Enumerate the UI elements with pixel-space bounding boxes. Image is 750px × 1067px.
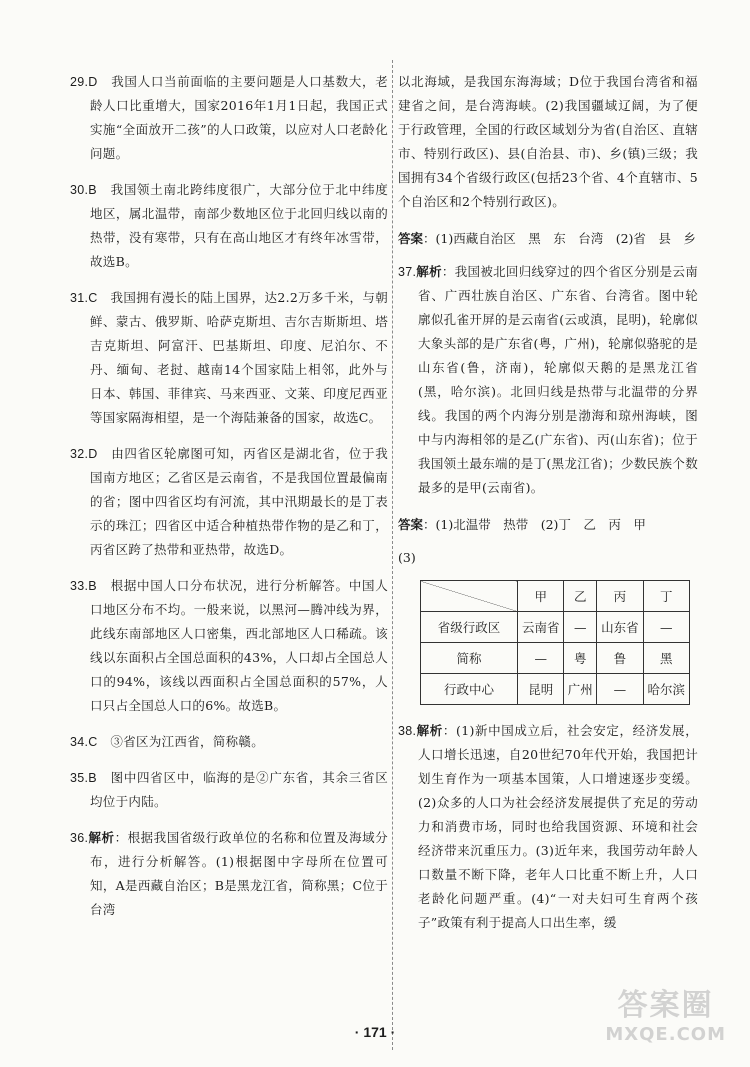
- left-column: [70, 70, 388, 934]
- table-header-cell: 丙: [597, 581, 643, 612]
- table-cell: 昆明: [518, 674, 564, 705]
- table-row-label: 省级行政区: [421, 612, 518, 643]
- watermark-title: 答案圈: [617, 988, 714, 1023]
- question-33: 33.B 根据中国人口分布状况，进行分析解答。中国人口地区分布不均。一般来说，以黑河—腾冲线为界，此线东南部地区人口密集，西北部地区人口稀疏。该线以东面积占全国总面积的43%，人口却占全国总人口的94%，该线以西面积占全国总面积的57%，人口只占全国总人口的6%。故选B。: [70, 578, 388, 713]
- question-31: 31.C 我国拥有漫长的陆上国界，达2.2万多千米，与朝鲜、蒙古、俄罗斯、哈萨克斯坦、吉尔吉斯斯坦、塔吉克斯坦、阿富汗、巴基斯坦、印度、尼泊尔、不丹、缅甸、老挝、越南14个国家陆上相邻，此外与日本、韩国、菲律宾、马来西亚、文莱、印度尼西亚等国家隔海相望，是一个海陆兼备的国家，故选C。: [70, 290, 388, 425]
- question-34: 34.C ③省区为江西省，简称赣。: [70, 734, 265, 749]
- table-header-cell: 甲: [518, 581, 564, 612]
- table-row-label: 行政中心: [421, 674, 518, 705]
- table-row: [421, 643, 690, 674]
- table-cell: 广州: [564, 674, 597, 705]
- page-number: · 171 ·: [354, 1024, 396, 1040]
- question-35: 35.B 图中四省区中，临海的是②广东省，其余三省区均位于内陆。: [70, 770, 388, 809]
- table-row: [421, 674, 690, 705]
- question-29: 29.D 我国人口当前面临的主要问题是人口基数大，老龄人口比重增大，国家2016年1月1日起，我国正式实施“全面放开二孩”的人口政策，以应对人口老龄化问题。: [70, 74, 388, 161]
- table-cell: —: [518, 643, 564, 674]
- question-36-continued: 以北海域，是我国东海海域；D位于我国台湾省和福建省之间，是台湾海峡。(2)我国疆域辽阔，为了便于行政管理，全国的行政区域划分为省(自治区、直辖市、特别行政区)、县(自治县、市)、乡(镇)三级；我国拥有34个省级行政区(包括23个省、4个直辖市、5个自治区和2个特别行政区)。: [398, 74, 698, 209]
- table-cell: 黑: [643, 643, 689, 674]
- table-header-cell: 乙: [564, 581, 597, 612]
- table-header-row: [421, 581, 690, 612]
- table-cell: —: [643, 612, 689, 643]
- watermark-url: MXQE.COM: [605, 1024, 726, 1045]
- watermark-logo: [605, 980, 726, 1045]
- table-cell: —: [597, 674, 643, 705]
- answer-37-part-3: (3): [398, 550, 416, 565]
- table-cell: 鲁: [597, 643, 643, 674]
- question-30: 30.B 我国领土南北跨纬度很广，大部分位于北中纬度地区，属北温带，南部少数地区位于北回归线以南的热带，没有寒带，只有在高山地区才有终年冰雪带，故选B。: [70, 182, 388, 269]
- table-row-label: 简称: [421, 643, 518, 674]
- question-37: 37.解析：我国被北回归线穿过的四个省区分别是云南省、广西壮族自治区、广东省、台湾省。图中轮廓似孔雀开屏的是云南省(云或滇，昆明)，轮廓似大象头部的是广东省(粤，广州)，轮廓似骆驼的是山东省(鲁，济南)，轮廓似天鹅的是黑龙江省(黑，哈尔滨)。北回归线是热带与北温带的分界线。我国的两个内海分别是渤海和琼州海峡，图中与内海相邻的是乙(广东省)、丙(山东省)；位于我国领土最东端的是丁(黑龙江省)；少数民族个数最多的是甲(云南省)。: [398, 264, 698, 495]
- question-38: 38.解析：(1)新中国成立后，社会安定，经济发展，人口增长迅速，自20世纪70年代开始，我国把计划生育作为一项基本国策，人口增速逐步变缓。(2)众多的人口为社会经济发展提供了充足的劳动力和消费市场，同时也给我国资源、环境和社会经济带来沉重压力。(3)近年来，我国劳动年龄人口数量不断下降，老年人口比重不断上升，人口老龄化问题严重。(4)“一对夫妇可生育两个孩子”政策有利于提高人口出生率，缓: [398, 723, 698, 930]
- table-cell: —: [564, 612, 597, 643]
- table-cell: 粤: [564, 643, 597, 674]
- question-32: 32.D 由四省区轮廓图可知，丙省区是湖北省，位于我国南方地区；乙省区是云南省，不是我国位置最偏南的省；图中四省区均有河流，其中汛期最长的是丁表示的珠江；四省区中适合种植热带作物的是乙和丁，丙省区跨了热带和亚热带，故选D。: [70, 446, 388, 557]
- table-cell: 哈尔滨: [643, 674, 689, 705]
- table-row: [421, 612, 690, 643]
- table-cell: 山东省: [597, 612, 643, 643]
- question-36: 36.解析：根据我国省级行政单位的名称和位置及海域分布，进行分析解答。(1)根据图中字母所在位置可知，A是西藏自治区；B是黑龙江省，简称黑；C位于台湾: [70, 830, 388, 917]
- column-divider: [392, 60, 393, 1050]
- right-column: [398, 70, 698, 947]
- table-cell: 云南省: [518, 612, 564, 643]
- answer-36: 答案：(1)西藏自治区 黑 东 台湾 (2)省 县 乡: [398, 231, 696, 246]
- answer-37: 答案：(1)北温带 热带 (2)丁 乙 丙 甲: [398, 517, 646, 532]
- table-header-cell: 丁: [643, 581, 689, 612]
- province-table: [420, 580, 690, 705]
- table-corner-cell: [421, 581, 518, 612]
